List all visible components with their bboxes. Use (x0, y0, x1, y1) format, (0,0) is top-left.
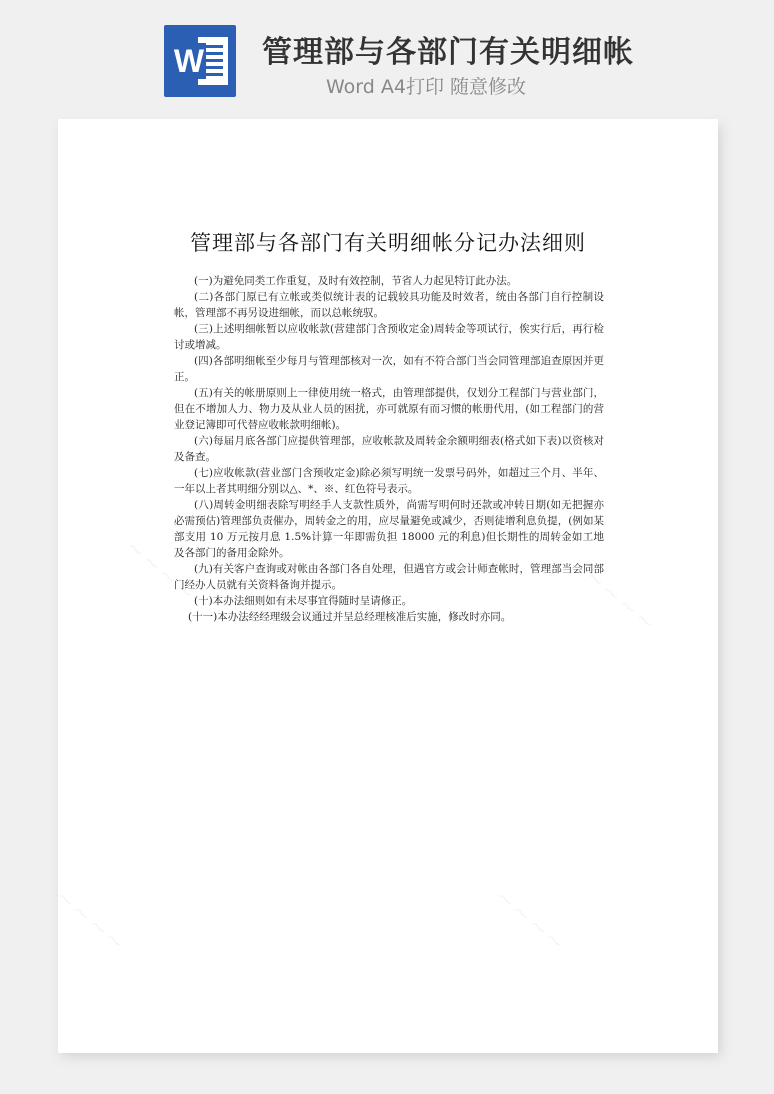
watermark (58, 884, 132, 958)
paragraph: (七)应收帐款(营业部门含预收定金)除必须写明统一发票号码外，如超过三个月、半年、一年以上者其明细分别以△、*、※、红色符号表示。 (174, 467, 604, 495)
paragraph: (八)周转金明细表除写明经手人支款性质外，尚需写明何时还款或冲转日期(如无把握亦必需预估)管理部负责催办，周转金之的用，应尽量避免或减少，否则徒增利息负提，(例如某部支用 10 万元按月息 1.5%计算一年即需负担 18000 元的利息)但长期性的周转金如工地及各部门的备用金除外。 (174, 499, 604, 559)
paragraph: (十一)本办法经经理级会议通过并呈总经理核准后实施，修改时亦同。 (188, 611, 512, 623)
header-banner (0, 0, 774, 110)
document-title: 管理部与各部门有关明细帐分记办法细则 (190, 231, 586, 255)
paragraph: (十)本办法细则如有未尽事宜得随时呈请修正。 (194, 595, 413, 607)
banner-title: 管理部与各部门有关明细帐 (262, 35, 634, 70)
word-letter: W (173, 43, 205, 79)
banner-subtitle: Word A4打印 随意修改 (326, 76, 527, 98)
paragraph: (一)为避免同类工作重复，及时有效控制，节省人力起见特订此办法。 (194, 275, 518, 287)
paragraph: (九)有关客户查询或对帐由各部门各自处理，但遇官方或会计师查帐时，管理部当会同部门经办人员就有关资料备询并提示。 (174, 563, 604, 591)
paragraph: (六)每届月底各部门应提供管理部，应收帐款及周转金余额明细表(格式如下表)以资核对及备查。 (174, 435, 604, 463)
watermark (490, 884, 572, 958)
document-body (174, 273, 604, 625)
paragraph: (五)有关的帐册原则上一律使用统一格式，由管理部提供，仅划分工程部门与营业部门，但在不增加人力、物力及从业人员的困扰，亦可就原有而习惯的帐册代用，(如工程部门的营业登记簿即可代替应收帐款明细帐)。 (174, 387, 604, 431)
word-icon (164, 25, 236, 97)
paragraph: (二)各部门原已有立帐或类似统计表的记载较具功能及时效者，统由各部门自行控制设帐，管理部不再另设进细帐，而以总帐统驭。 (174, 291, 604, 319)
paragraph: (三)上述明细帐暂以应收帐款(营建部门含预收定金)周转金等项试行，俟实行后，再行检讨或增减。 (174, 323, 604, 351)
paragraph: (四)各部明细帐至少每月与管理部核对一次，如有不符合部门当会同管理部追查原因并更正。 (174, 355, 604, 383)
document-page (58, 119, 718, 1053)
